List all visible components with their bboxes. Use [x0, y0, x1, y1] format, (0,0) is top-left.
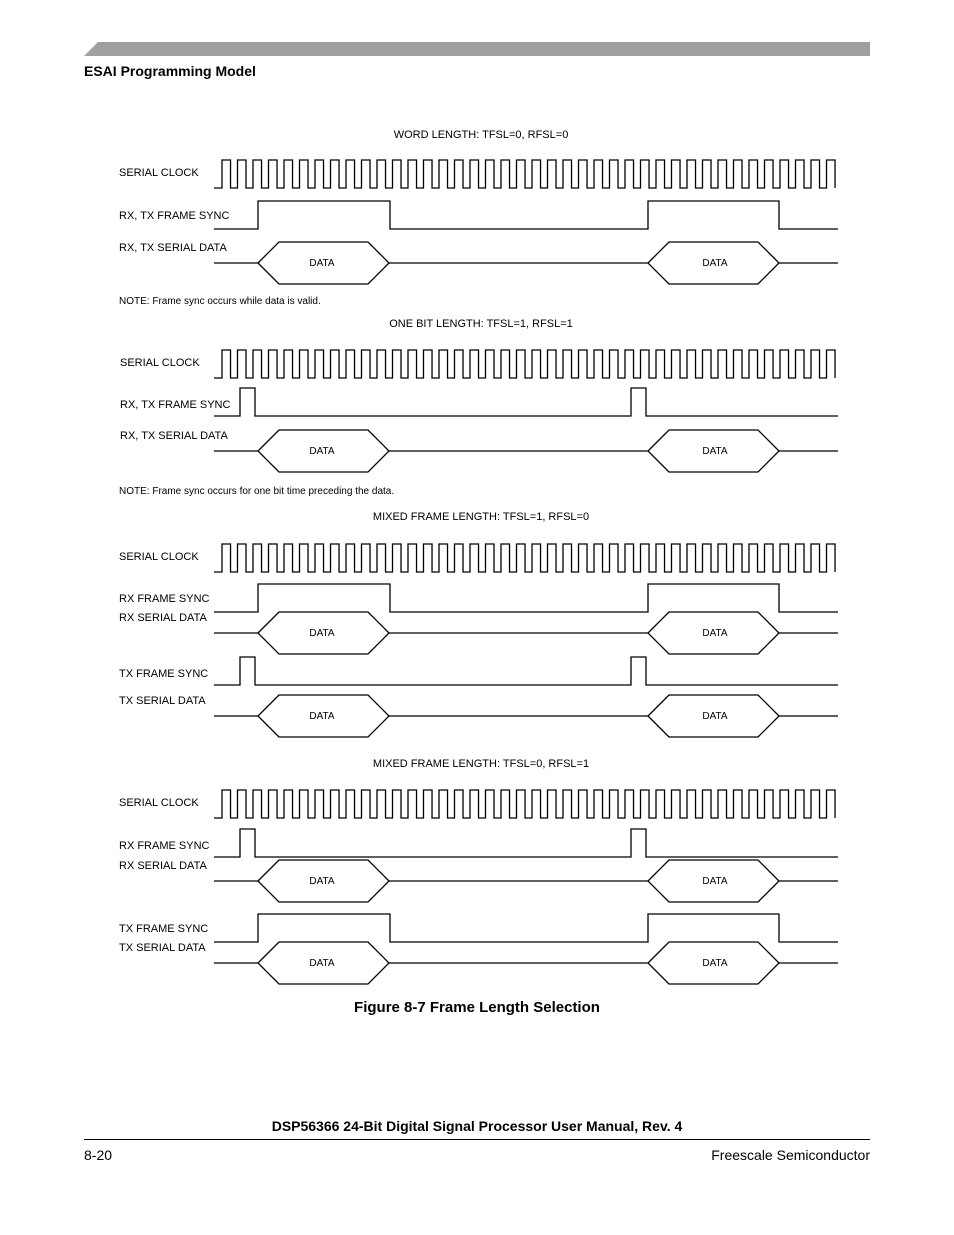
data-cell-label: DATA: [702, 958, 728, 969]
panel-title: ONE BIT LENGTH: TFSL=1, RFSL=1: [389, 318, 573, 330]
frame-sync-waveform: [214, 388, 838, 416]
signal-label: RX FRAME SYNC: [119, 840, 210, 852]
signal-label: SERIAL CLOCK: [119, 167, 199, 179]
figure-caption: Figure 8-7 Frame Length Selection: [354, 999, 600, 1016]
page-number: 8-20: [84, 1147, 113, 1163]
signal-label: RX SERIAL DATA: [119, 612, 207, 624]
data-cell-label: DATA: [702, 258, 728, 269]
data-cell-label: DATA: [309, 258, 335, 269]
company-name: Freescale Semiconductor: [711, 1147, 870, 1163]
signal-label: RX FRAME SYNC: [119, 593, 210, 605]
panel-note: NOTE: Frame sync occurs while data is valid.: [119, 296, 321, 307]
serial-clock-waveform: [214, 790, 835, 818]
panel-title: WORD LENGTH: TFSL=0, RFSL=0: [393, 129, 569, 141]
data-cell-label: DATA: [702, 876, 728, 887]
serial-clock-waveform: [214, 544, 835, 572]
panel-title: MIXED FRAME LENGTH: TFSL=0, RFSL=1: [372, 758, 590, 770]
data-cell-label: DATA: [702, 711, 728, 722]
panel-title: MIXED FRAME LENGTH: TFSL=1, RFSL=0: [372, 511, 590, 523]
data-cell-label: DATA: [702, 446, 728, 457]
section-title: ESAI Programming Model: [84, 63, 256, 79]
panel-note: NOTE: Frame sync occurs for one bit time preceding the data.: [119, 486, 395, 497]
timing-panel: [119, 758, 838, 984]
timing-panel: [119, 511, 838, 737]
data-cell-label: DATA: [309, 711, 335, 722]
frame-sync-waveform: [214, 914, 838, 942]
footer-rule: [84, 1139, 870, 1140]
signal-label: SERIAL CLOCK: [119, 551, 199, 563]
signal-label: TX FRAME SYNC: [119, 923, 209, 935]
signal-label: RX, TX SERIAL DATA: [119, 242, 227, 254]
frame-sync-waveform: [214, 584, 838, 612]
data-cell-label: DATA: [309, 628, 335, 639]
footer-manual-title: DSP56366 24-Bit Digital Signal Processor User Manual, Rev. 4: [271, 1118, 683, 1134]
signal-label: RX, TX SERIAL DATA: [120, 430, 228, 442]
data-cell-label: DATA: [702, 628, 728, 639]
timing-panel: [119, 318, 838, 497]
serial-clock-waveform: [214, 350, 835, 378]
signal-label: TX FRAME SYNC: [119, 668, 209, 680]
serial-clock-waveform: [214, 160, 835, 188]
frame-sync-waveform: [214, 201, 838, 229]
signal-label: RX, TX FRAME SYNC: [120, 399, 231, 411]
data-cell-label: DATA: [309, 876, 335, 887]
signal-label: RX, TX FRAME SYNC: [119, 210, 230, 222]
frame-sync-waveform: [214, 657, 838, 685]
signal-label: TX SERIAL DATA: [119, 942, 206, 954]
signal-label: SERIAL CLOCK: [119, 797, 199, 809]
signal-label: TX SERIAL DATA: [119, 695, 206, 707]
timing-panel: [119, 129, 838, 307]
data-cell-label: DATA: [309, 958, 335, 969]
signal-label: RX SERIAL DATA: [119, 860, 207, 872]
data-cell-label: DATA: [309, 446, 335, 457]
frame-sync-waveform: [214, 829, 838, 857]
signal-label: SERIAL CLOCK: [120, 357, 200, 369]
